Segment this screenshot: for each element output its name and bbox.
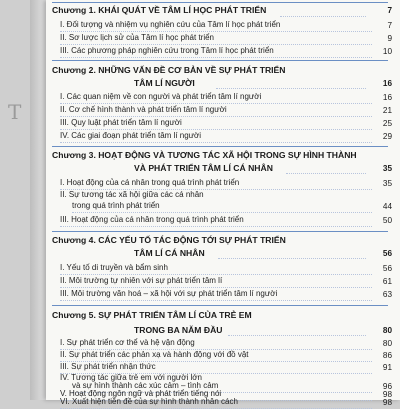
toc-entry[interactable]: IV. Tương tác giữa trẻ em với người lớn — [60, 373, 202, 382]
book-binding — [30, 0, 46, 400]
chapter-3-title[interactable]: Chương 3. HOẠT ĐỘNG VÀ TƯƠNG TÁC XÃ HỘI TRONG SỰ HÌNH THÀNH — [52, 150, 357, 160]
toc-entry[interactable]: III. Môi trường văn hoá – xã hội với sự phát triển tâm lí người — [60, 289, 372, 301]
toc-entry[interactable]: I. Hoạt động của cá nhân trong quá trình phát triển — [60, 178, 372, 190]
facing-page-edge: T — [8, 100, 22, 124]
toc-entry-page: 91 — [382, 363, 392, 372]
chapter-1-page: 7 — [387, 6, 392, 15]
toc-entry-page: 29 — [382, 132, 392, 141]
toc-entry-page: 35 — [382, 179, 392, 188]
toc-entry[interactable]: II. Sự tương tác xã hội giữa các cá nhân — [60, 190, 204, 199]
toc-entry[interactable]: I. Sự phát triển cơ thể và hệ vận động — [60, 338, 372, 350]
chapter-rule — [52, 60, 388, 61]
leader-dots — [286, 173, 366, 174]
leader-dots — [218, 258, 366, 259]
toc-entry[interactable]: II. Cơ chế hình thành và phát triển tâm lí người — [60, 105, 372, 117]
chapter-5-title[interactable]: Chương 5. SỰ PHÁT TRIỂN TÂM LÍ CỦA TRẺ EM — [52, 310, 252, 320]
chapter-rule — [52, 305, 388, 306]
chapter-4-title-cont[interactable]: TÂM LÍ CÁ NHÂN — [134, 248, 205, 258]
toc-entry-page: 86 — [382, 351, 392, 360]
chapter-2-page: 16 — [382, 79, 392, 88]
chapter-1-title[interactable]: Chương 1. KHÁI QUÁT VỀ TÂM LÍ HỌC PHÁT TRIỂN — [52, 5, 267, 15]
toc-entry[interactable]: V. Hoạt động ngôn ngữ và phát triển tiếng nói — [60, 389, 372, 401]
toc-entry-page: 80 — [382, 339, 392, 348]
leader-dots — [216, 88, 366, 89]
toc-entry-page: 98 — [382, 398, 392, 407]
toc-entry-page: 44 — [382, 202, 392, 211]
toc-entry[interactable]: IV. Các giai đoạn phát triển tâm lí người — [60, 131, 372, 143]
toc-entry-page: 7 — [387, 21, 392, 30]
toc-entry[interactable]: II. Sự phát triển các phản xạ và hành động với đồ vật — [60, 350, 372, 362]
toc-entry-page: 61 — [382, 277, 392, 286]
chapter-2-title[interactable]: Chương 2. NHỮNG VẤN ĐỀ CƠ BẢN VỀ SỰ PHÁT TRIỂN — [52, 65, 286, 75]
toc-entry[interactable]: III. Quy luật phát triển tâm lí người — [60, 118, 372, 130]
toc-entry[interactable]: III. Sự phát triển nhận thức — [60, 362, 372, 374]
toc-entry-page: 9 — [387, 34, 392, 43]
toc-entry-page: 98 — [382, 390, 392, 399]
toc-entry-page: 56 — [382, 264, 392, 273]
leader-dots — [228, 335, 366, 336]
toc-entry-cont[interactable]: trong quá trình phát triển — [72, 201, 372, 213]
chapter-4-title[interactable]: Chương 4. CÁC YẾU TỐ TÁC ĐỘNG TỚI SỰ PHÁT TRIỂN — [52, 235, 286, 245]
toc-entry[interactable]: I. Đối tượng và nhiệm vụ nghiên cứu của Tâm lí học phát triển — [60, 20, 372, 32]
toc-entry-page: 21 — [382, 106, 392, 115]
toc-entry-page: 16 — [382, 93, 392, 102]
toc-entry-cont[interactable]: và sự hình thành các xúc cảm – tình cảm — [72, 381, 372, 393]
chapter-rule — [52, 146, 388, 147]
toc-entry[interactable]: II. Sơ lược lịch sử của Tâm lí học phát triển — [60, 33, 372, 45]
chapter-2-title-cont[interactable]: TÂM LÍ NGƯỜI — [134, 78, 195, 88]
toc-entry-page: 10 — [382, 47, 392, 56]
chapter-rule — [52, 231, 388, 232]
chapter-5-title-cont[interactable]: TRONG BA NĂM ĐẦU — [134, 325, 223, 335]
table-of-contents-page — [46, 0, 400, 407]
toc-entry[interactable]: I. Các quan niệm về con người và phát triển tâm lí người — [60, 92, 372, 104]
toc-entry[interactable]: I. Yếu tố di truyền và bẩm sinh — [60, 263, 372, 275]
toc-entry-page: 63 — [382, 290, 392, 299]
chapter-rule — [52, 2, 388, 3]
toc-entry[interactable]: VI. Xuất hiện tiền đề của sự hình thành nhân cách — [60, 397, 372, 409]
chapter-3-page: 35 — [382, 164, 392, 173]
chapter-4-page: 56 — [382, 249, 392, 258]
chapter-3-title-cont[interactable]: VÀ PHÁT TRIỂN TÂM LÍ CÁ NHÂN — [134, 163, 273, 173]
toc-entry-page: 50 — [382, 216, 392, 225]
leader-dots — [280, 16, 366, 17]
toc-entry[interactable]: II. Môi trường tự nhiên với sự phát triển tâm lí — [60, 276, 372, 288]
toc-entry[interactable]: III. Các phương pháp nghiên cứu trong Tâm lí học phát triển — [60, 46, 372, 58]
toc-entry-page: 25 — [382, 119, 392, 128]
toc-entry-page: 96 — [382, 382, 392, 391]
chapter-5-page: 80 — [382, 326, 392, 335]
toc-entry[interactable]: III. Hoạt động của cá nhân trong quá trình phát triển — [60, 215, 372, 227]
